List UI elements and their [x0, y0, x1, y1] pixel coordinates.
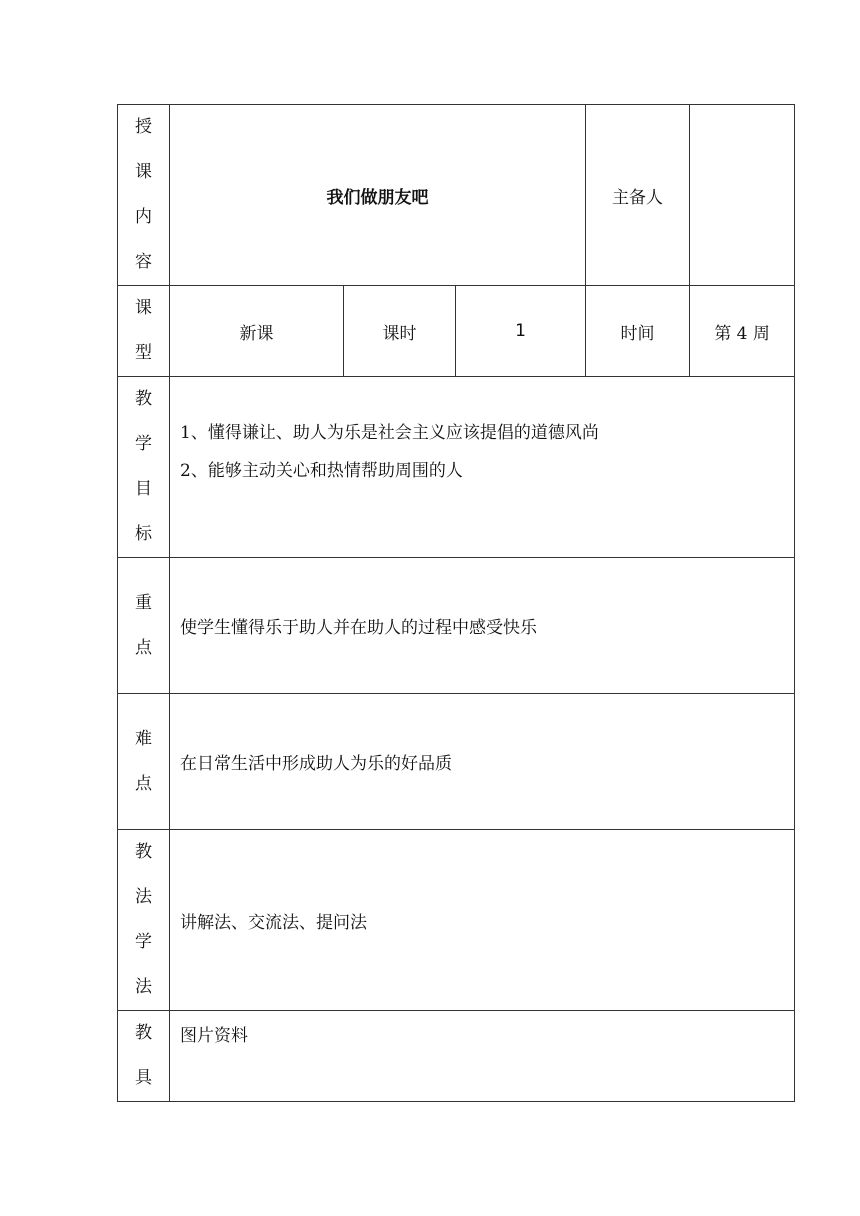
label-key-points	[118, 558, 170, 694]
label-char: 学	[135, 434, 152, 454]
label-teaching-aids	[118, 1011, 170, 1102]
label-char: 型	[135, 343, 152, 363]
label-char: 法	[135, 887, 152, 907]
label-lesson-type	[118, 286, 170, 377]
methods-content: 讲解法、交流法、提问法	[170, 830, 795, 1011]
lesson-plan-table	[117, 104, 795, 1102]
goal-line: 2、能够主动关心和热情帮助周围的人	[180, 461, 463, 481]
row-methods	[118, 830, 795, 1011]
label-char: 点	[135, 773, 152, 794]
teaching-aids-content	[170, 1011, 795, 1102]
label-char: 点	[135, 637, 152, 658]
label-difficulties	[118, 694, 170, 830]
label-teaching-goals	[118, 377, 170, 558]
label-methods	[118, 830, 170, 1011]
label-char: 标	[135, 524, 152, 544]
teaching-goals-content	[170, 377, 795, 558]
row-teaching-aids	[118, 1011, 795, 1102]
time-label: 时间	[586, 286, 690, 377]
row-teaching-goals	[118, 377, 795, 558]
lesson-title: 我们做朋友吧	[170, 105, 586, 286]
period-value: 1	[456, 286, 586, 377]
row-key-points	[118, 558, 795, 694]
label-char: 难	[135, 728, 152, 749]
label-char: 学	[135, 932, 152, 952]
label-char: 内	[135, 207, 152, 227]
label-char: 教	[135, 1023, 152, 1043]
preparer-label: 主备人	[586, 105, 690, 286]
goal-line: 1、懂得谦让、助人为乐是社会主义应该提倡的道德风尚	[180, 423, 599, 443]
label-char: 目	[135, 479, 152, 499]
label-char: 容	[135, 252, 152, 272]
label-char: 教	[135, 842, 152, 862]
row-lesson-content	[118, 105, 795, 286]
row-lesson-type	[118, 286, 795, 377]
label-char: 法	[135, 977, 152, 997]
preparer-value[interactable]	[690, 105, 795, 286]
time-value: 第 4 周	[690, 286, 795, 377]
teaching-aids-text: 图片资料	[180, 1026, 248, 1046]
label-char: 具	[135, 1068, 152, 1088]
period-label: 课时	[344, 286, 456, 377]
lesson-type-value: 新课	[170, 286, 344, 377]
difficulties-content: 在日常生活中形成助人为乐的好品质	[170, 694, 795, 830]
label-lesson-content	[118, 105, 170, 286]
label-char: 授	[135, 117, 152, 137]
label-char: 课	[135, 298, 152, 318]
label-char: 课	[135, 162, 152, 182]
key-points-content: 使学生懂得乐于助人并在助人的过程中感受快乐	[170, 558, 795, 694]
label-char: 重	[135, 592, 152, 613]
label-char: 教	[135, 389, 152, 409]
row-difficulties	[118, 694, 795, 830]
